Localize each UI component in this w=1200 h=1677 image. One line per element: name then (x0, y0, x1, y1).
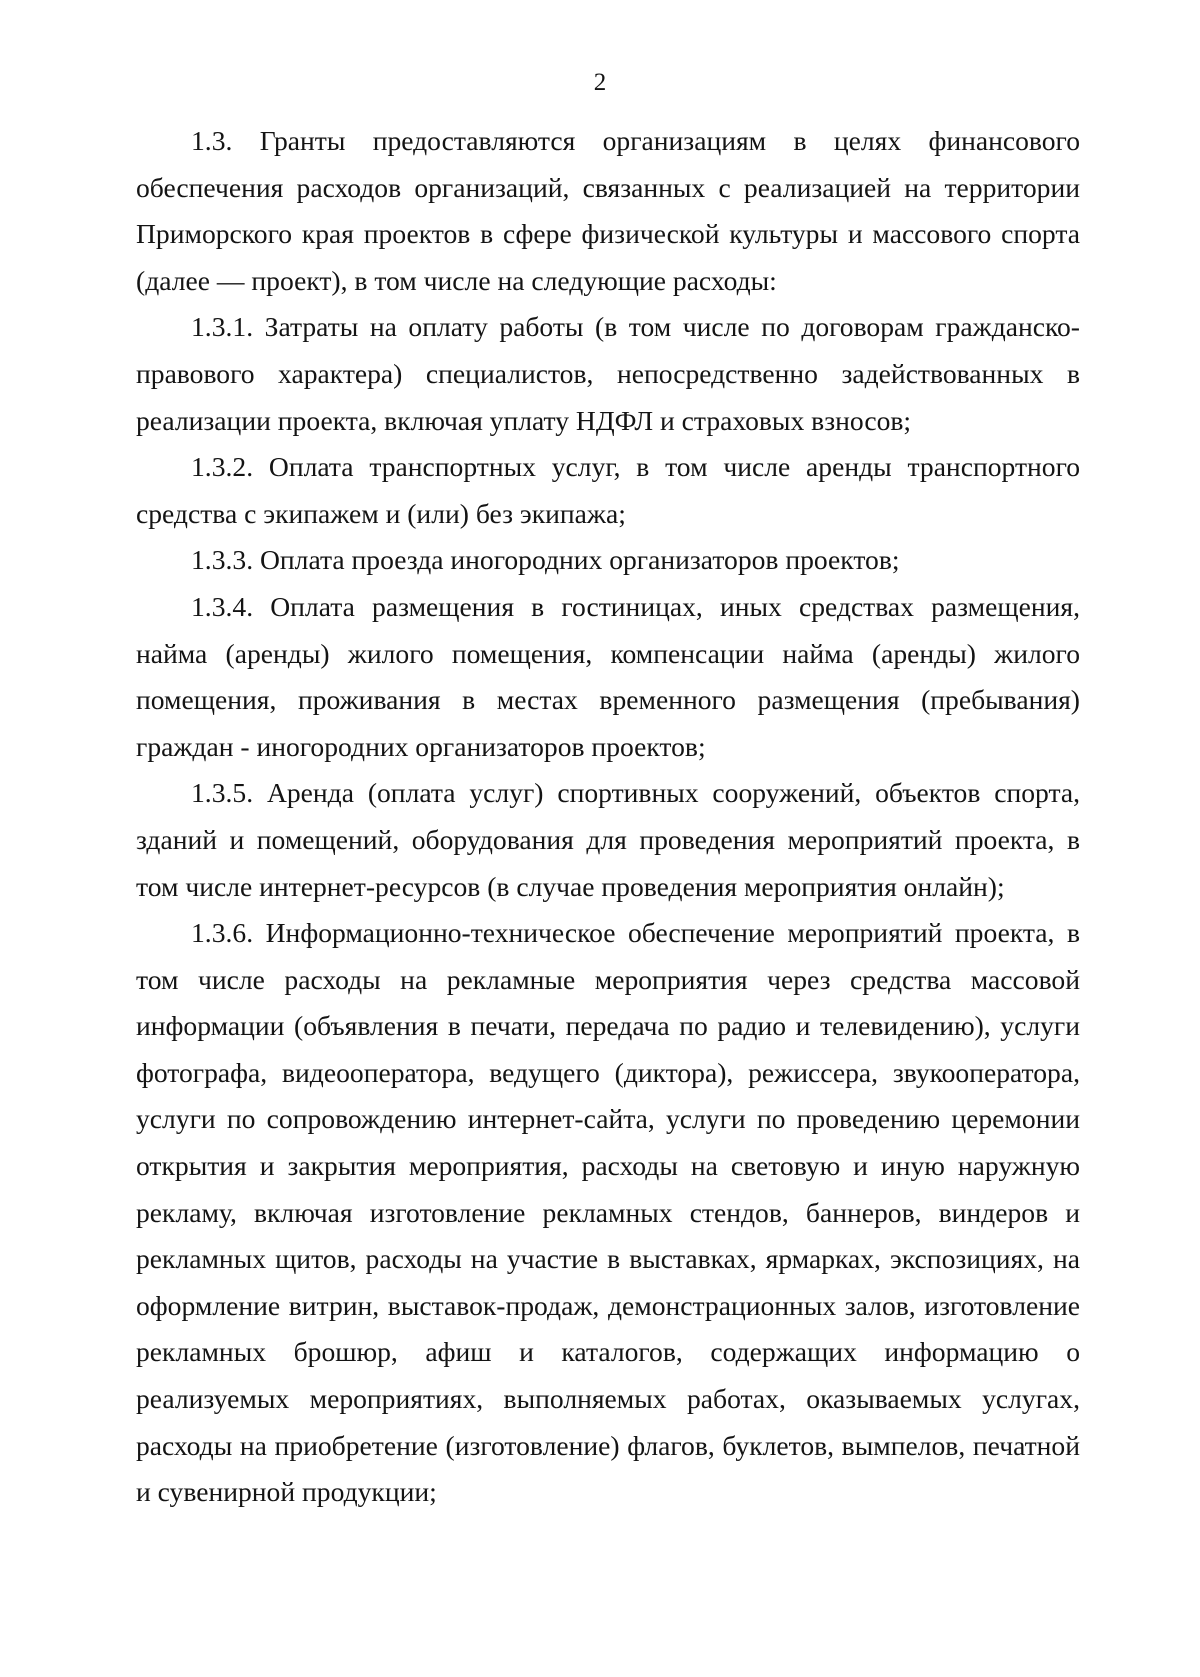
body-text (136, 118, 1080, 1516)
paragraph-1-3-4: 1.3.4. Оплата размещения в гостиницах, иных средствах размещения, найма (аренды) жилого помещения, компенсации найма (аренды) жилого помещения, проживания в местах временного размещения (пребывания) граждан - иногородних организаторов проектов; (136, 590, 1080, 762)
paragraph-1-3-2: 1.3.2. Оплата транспортных услуг, в том числе аренды транспортного средства с экипажем и (или) без экипажа; (136, 451, 1080, 529)
paragraph-1-3-1: 1.3.1. Затраты на оплату работы (в том числе по договорам гражданско-правового характера) специалистов, непосредственно задействованных в реализации проекта, включая уплату НДФЛ и страховых взносов; (136, 311, 1080, 436)
paragraph-1-3-5: 1.3.5. Аренда (оплата услуг) спортивных сооружений, объектов спорта, зданий и помещений, оборудования для проведения мероприятий проекта, в том числе интернет-ресурсов (в случае проведения мероприятия онлайн); (136, 777, 1080, 902)
paragraph-1-3-3: 1.3.3. Оплата проезда иногородних организаторов проектов; (191, 544, 900, 576)
paragraph-1-3-6: 1.3.6. Информационно-техническое обеспечение мероприятий проекта, в том числе расходы на рекламные мероприятия через средства массовой информации (объявления в печати, передача по радио и телевидению), услуги фотографа, видеооператора, ведущего (диктора), режиссера, звукооператора, услуги по сопровождению интернет-сайта, услуги по проведению церемонии открытия и закрытия мероприятия, расходы на световую и иную наружную рекламу, включая изготовление рекламных стендов, баннеров, виндеров и рекламных щитов, расходы на участие в выставках, ярмарках, экспозициях, на оформление витрин, выставок-продаж, демонстрационных залов, изготовление рекламных брошюр, афиш и каталогов, содержащих информацию о реализуемых мероприятиях, выполняемых работах, оказываемых услугах, расходы на приобретение (изготовление) флагов, буклетов, вымпелов, печатной и сувенирной продукции; (136, 917, 1080, 1508)
page-number: 2 (593, 69, 607, 96)
paragraph-1-3: 1.3. Гранты предоставляются организациям в целях финансового обеспечения расходов организаций, связанных с реализацией на территории Приморского края проектов в сфере физической культуры и массового спорта (далее — проект), в том числе на следующие расходы: (136, 125, 1080, 296)
